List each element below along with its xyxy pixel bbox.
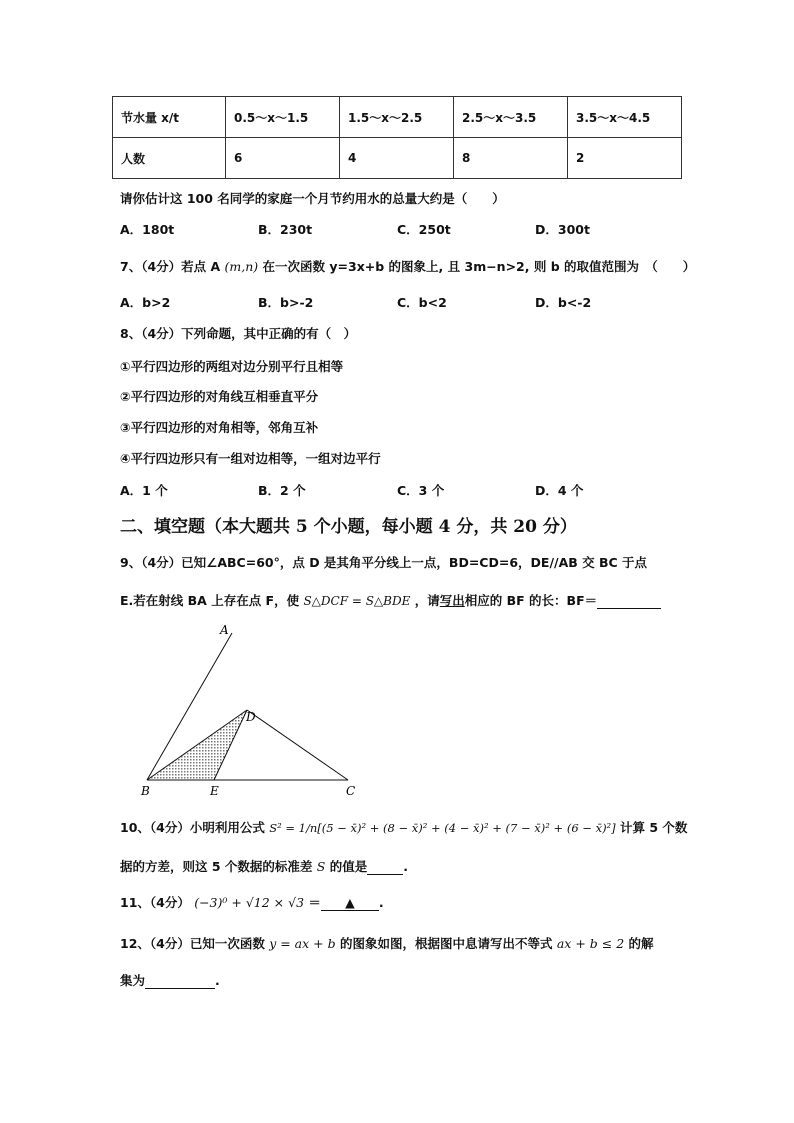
q9-line2 [120, 591, 661, 609]
q7-stem [120, 257, 695, 275]
q12-line1 [120, 934, 654, 952]
q12-line1-b: 的图象如图，根据图中息请写出不等式 [339, 936, 553, 951]
q12-answer-blank [145, 973, 215, 989]
q10-prefix: 10、（4分）小明利用公式 [120, 820, 265, 835]
q7-prefix: 7、（4分）若点 A [120, 259, 221, 274]
q10-formula: S² = 1/n[(5 − x̄)² + (8 − x̄)² + (4 − x̄)² + (7 − x̄)² + (6 − x̄)²] [269, 821, 616, 835]
table-cell: 节水量 x/t [113, 97, 226, 138]
q8-statement-1: ①平行四边形的两组对边分别平行且相等 [120, 359, 344, 374]
q8-option-a: A．1 个 [120, 483, 168, 498]
q10-line2-a: 据的方差，则这 5 个数据的标准差 [120, 859, 313, 874]
q7-suffix: 在一次函数 y=3x+b 的图象上, 且 3m−n>2, 则 b 的取值范围为 （ ） [262, 259, 696, 274]
q6-stem: 请你估计这 100 名同学的家庭一个月节约用水的总量大约是（ ） [120, 191, 505, 206]
label-d: D [246, 710, 256, 724]
label-c: C [346, 784, 356, 798]
q9-line2-b: ，请 [414, 593, 440, 608]
section-title: 二、填空题（本大题共 5 个小题，每小题 4 分，共 20 分） [120, 517, 577, 537]
segment-dc [247, 710, 348, 780]
q7-option-c: C．b<2 [397, 295, 447, 310]
q6-option-a: A．180t [120, 222, 175, 237]
q12-line2: 集为 [120, 973, 146, 988]
table-header-row [113, 97, 682, 138]
q8-option-d: D．4 个 [535, 483, 584, 498]
q9-underlined: 写出 [439, 593, 465, 608]
q9-line2-c: 相应的 BF 的长：BF＝ [464, 593, 598, 608]
q12-line2 [120, 971, 220, 989]
q9-line1: 9、（4分）已知∠ABC=60°，点 D 是其角平分线上一点，BD=CD=6，DE//AB 交 BC 于点 [120, 555, 648, 570]
q8-option-c: C．3 个 [397, 483, 445, 498]
table-cell: 8 [454, 138, 568, 179]
table-cell: 4 [340, 138, 454, 179]
q7-point: (m,n) [224, 259, 259, 274]
q11-end: . [378, 895, 384, 910]
table-cell: 2 [568, 138, 682, 179]
triangle-figure [130, 615, 370, 800]
q11-answer-blank [321, 895, 379, 911]
label-b: B [141, 784, 150, 798]
q12-line1-a: 12、（4分）已知一次函数 [120, 936, 265, 951]
q10-suffix: 计算 5 个数 [620, 820, 688, 835]
triangle-mark-icon: ▲ [345, 895, 355, 910]
q11-prefix: 11、（4分） [120, 895, 190, 910]
q6-option-d: D．300t [535, 222, 590, 237]
q12-func: y = ax + b [269, 936, 336, 951]
q8-stem: 8、（4分）下列命题，其中正确的有（ ） [120, 326, 357, 341]
label-e: E [210, 784, 219, 798]
q8-option-b: B．2 个 [258, 483, 306, 498]
q9-formula: S△DCF = S△BDE [303, 594, 411, 608]
table-cell: 2.5～x～3.5 [454, 97, 568, 138]
q10-line2-b: 的值是 [329, 859, 368, 874]
q10-line1 [120, 818, 687, 836]
q11-eq: ＝ [308, 895, 321, 910]
q11-line [120, 893, 384, 911]
q10-line2 [120, 857, 408, 875]
q12-ineq: ax + b ≤ 2 [556, 936, 625, 951]
label-a: A [220, 623, 229, 637]
q10-end: . [403, 859, 408, 874]
q8-statement-3: ③平行四边形的对角相等，邻角互补 [120, 420, 319, 435]
q7-option-d: D．b<-2 [535, 295, 592, 310]
q6-option-c: C．250t [397, 222, 451, 237]
q7-option-b: B．b>-2 [258, 295, 314, 310]
q12-end: . [215, 973, 220, 988]
q10-var: S [316, 859, 326, 874]
table-cell: 3.5～x～4.5 [568, 97, 682, 138]
q6-option-b: B．230t [258, 222, 313, 237]
q9-line2-a: E.若在射线 BA 上存在点 F，使 [120, 593, 300, 608]
q11-expr: (−3)⁰ + √12 × √3 [194, 895, 305, 910]
table-cell: 6 [226, 138, 340, 179]
q9-answer-blank [597, 593, 661, 609]
q12-line1-c: 的解 [628, 936, 654, 951]
table-row [113, 138, 682, 179]
q8-statement-2: ②平行四边形的对角线互相垂直平分 [120, 389, 319, 404]
table-cell: 0.5～x～1.5 [226, 97, 340, 138]
water-saving-table [112, 96, 682, 179]
table-cell: 1.5～x～2.5 [340, 97, 454, 138]
table-cell: 人数 [113, 138, 226, 179]
q7-option-a: A．b>2 [120, 295, 171, 310]
q10-answer-blank [367, 859, 403, 875]
q8-statement-4: ④平行四边形只有一组对边相等，一组对边平行 [120, 451, 381, 466]
